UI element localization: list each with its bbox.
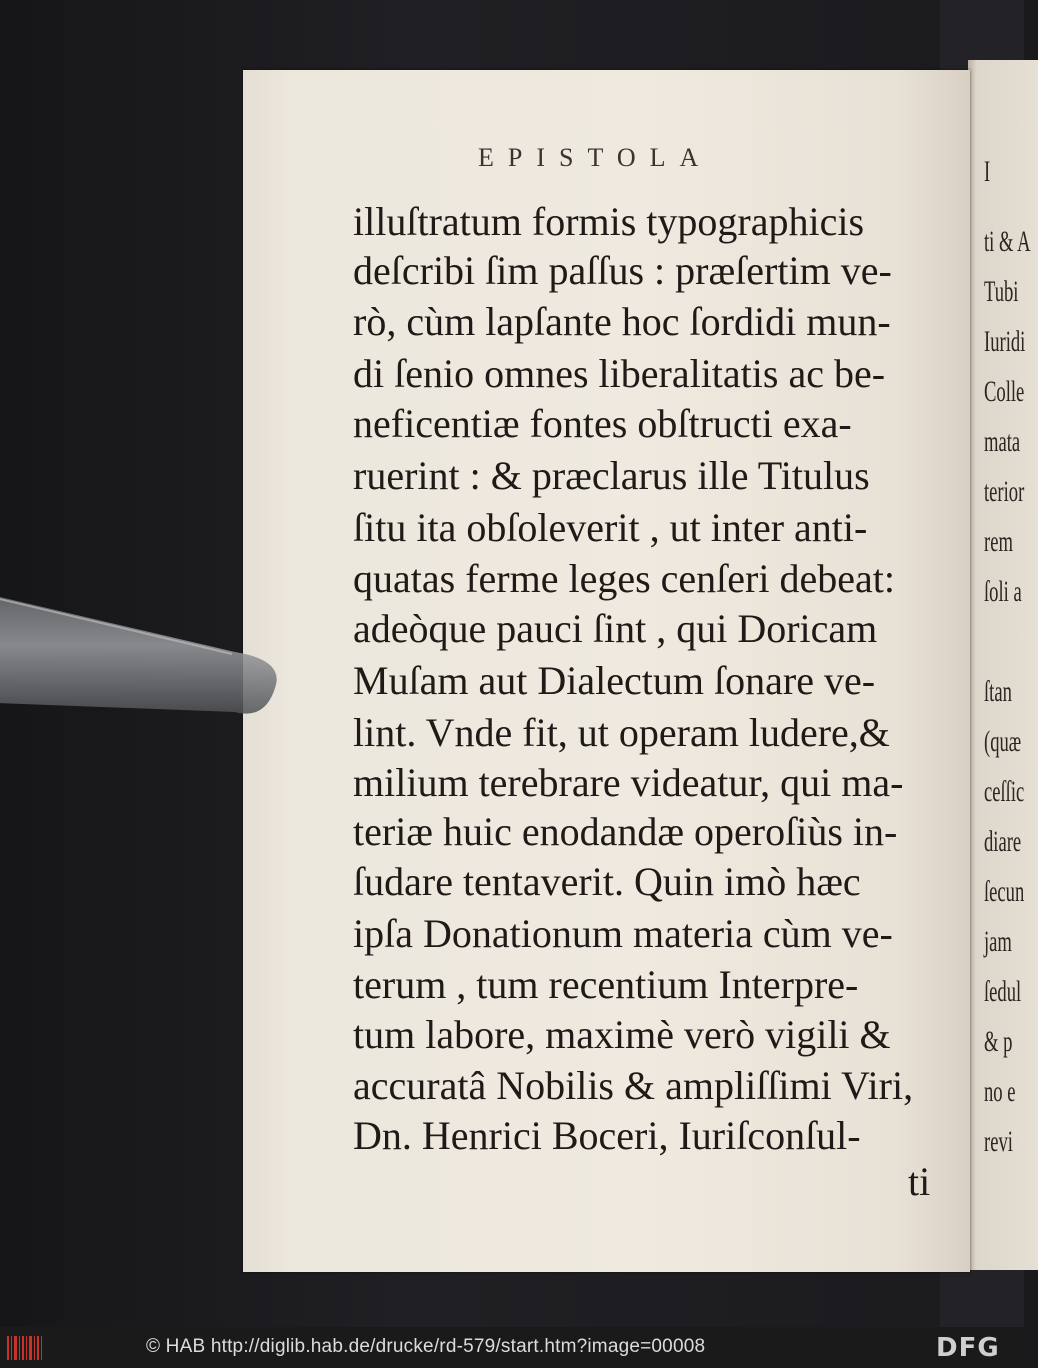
text-line: teriæ huic enodandæ operoſiùs in- xyxy=(353,809,898,854)
facing-line: (quæ xyxy=(984,725,1022,758)
facing-line: jam xyxy=(984,925,1012,958)
footer-bar xyxy=(0,1327,1024,1368)
text-line: rò, cùm lapſante hoc ſordidi mun- xyxy=(353,299,891,344)
dfg-logo: DFG xyxy=(936,1333,1000,1363)
facing-line: revi xyxy=(984,1125,1013,1158)
text-line: adeòque pauci ſint , qui Doricam xyxy=(353,606,878,651)
text-line: illuſtratum formis typographicis xyxy=(353,199,865,244)
facing-line: & p xyxy=(984,1025,1013,1058)
facing-line: ſecun xyxy=(984,875,1025,908)
text-line: deſcribi ſim paſſus : præſertim ve- xyxy=(353,248,892,293)
text-line: terum , tum recentium Interpre- xyxy=(353,962,859,1007)
facing-line: mata xyxy=(984,425,1021,458)
text-line: lint. Vnde fit, ut operam ludere,& xyxy=(353,710,890,755)
facing-line: ti & A xyxy=(984,225,1031,258)
text-line: ſudare tentaverit. Quin imò hæc xyxy=(353,859,861,904)
page-clamp xyxy=(0,580,290,720)
text-line: Dn. Henrici Boceri, Iuriſconſul- xyxy=(353,1113,861,1158)
text-line: neficentiæ fontes obſtructi exa- xyxy=(353,401,852,446)
facing-line: Iuridi xyxy=(984,325,1026,358)
facing-line: Colle xyxy=(984,375,1025,408)
facing-line: Tubi xyxy=(984,275,1019,308)
catchword: ti xyxy=(908,1159,931,1204)
facing-line: ſtan xyxy=(984,675,1012,708)
facing-line: ceſſic xyxy=(984,775,1025,808)
running-head: EPISTOLA xyxy=(478,143,713,172)
facing-line: ſedul xyxy=(984,975,1022,1008)
text-line: ipſa Donationum materia cùm ve- xyxy=(353,911,893,956)
text-line: ſitu ita obſoleverit , ut inter anti- xyxy=(353,505,868,550)
text-line: milium terebrare videatur, qui ma- xyxy=(353,760,904,805)
copyright-link[interactable]: © HAB http://diglib.hab.de/drucke/rd-579/start.htm?image=00008 xyxy=(146,1336,706,1357)
facing-page xyxy=(968,60,1038,1270)
facing-line: rem xyxy=(984,525,1013,558)
facing-line: diare xyxy=(984,825,1022,858)
barcode-icon xyxy=(5,1333,45,1363)
text-line: di ſenio omnes liberalitatis ac be- xyxy=(353,351,886,396)
text-line: tum labore, maximè verò vigili & xyxy=(353,1012,891,1057)
facing-line: ſoli a xyxy=(984,575,1022,608)
facing-line: terior xyxy=(984,475,1025,508)
text-line: Muſam aut Dialectum ſonare ve- xyxy=(353,658,876,703)
text-line: quatas ferme leges cenſeri debeat: xyxy=(353,556,895,601)
text-line: accuratâ Nobilis & ampliſſimi Viri, xyxy=(353,1063,914,1108)
facing-line: I xyxy=(984,155,991,188)
facing-line: no e xyxy=(984,1075,1016,1108)
text-line: ruerint : & præclarus ille Titulus xyxy=(353,453,870,498)
